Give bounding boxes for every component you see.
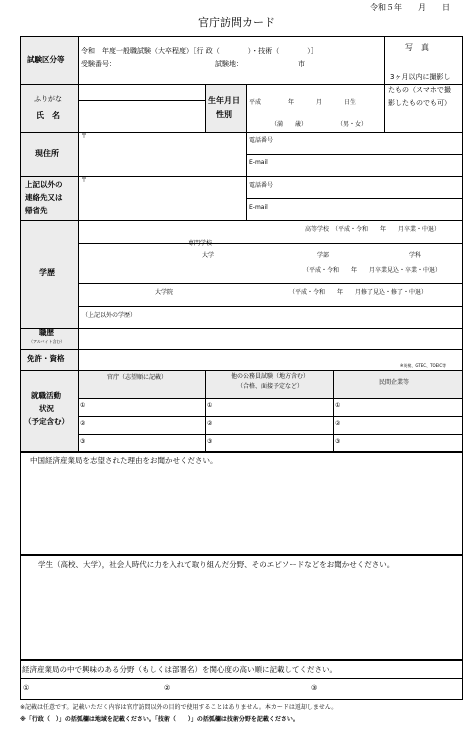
grad-school-label: 大学院 [155, 289, 174, 296]
exam-site-label: 試験地： [215, 60, 243, 68]
jobhunt-row-3-col1: ③ [80, 438, 86, 445]
interest-item-1[interactable]: ① [23, 684, 30, 692]
furigana-label: ふりがな [34, 95, 62, 103]
jobhunt-row-2-col2: ② [207, 420, 213, 427]
jobhunt-row-3-col2: ③ [207, 438, 213, 445]
birth-year-unit: 年 [288, 99, 295, 106]
jobhunt-col-other-exam: 他の公務員試験（地方含む） [231, 373, 310, 380]
university-label: 大学 [202, 252, 215, 259]
gender-label: 性別 [216, 110, 232, 119]
education-label: 学歴 [39, 268, 55, 277]
other-education-label: （上記以外の学歴） [82, 312, 137, 319]
student-box[interactable] [20, 555, 463, 660]
interest-item-2[interactable]: ② [164, 684, 171, 692]
alt-contact-label-1: 上記以外の [25, 180, 63, 189]
birth-day-unit: 日生 [344, 99, 357, 106]
birth-month-unit: 月 [316, 99, 323, 106]
license-label: 免許・資格 [27, 354, 65, 363]
jobhunt-label-3: （予定含む） [24, 417, 69, 426]
gender-options: （男・女） [337, 121, 368, 128]
address-label: 現住所 [35, 149, 59, 158]
postal-mark: 〒 [81, 133, 88, 140]
reason-prompt: 中国経済産業局を志望された理由をお聞かせください。 [30, 456, 218, 465]
interest-prompt: 経済産業局の中で興味のある分野（もしくは部署名）を関心度の高い順に記載してください。 [22, 665, 337, 674]
department-label: 学科 [409, 252, 422, 259]
alt-contact-label-3: 帰省先 [25, 206, 48, 215]
footer-note-2: ※「行政（ ）」の括弧欄は地域を記載ください。「技術（ ）」の括弧欄は技術分野を記載ください。 [20, 716, 299, 723]
work-label: 職歴 [39, 328, 54, 337]
interest-item-3[interactable]: ③ [311, 684, 318, 692]
alt-contact-label-2: 連絡先又は [25, 193, 63, 202]
photo-note-3: 影したものでも可） [388, 99, 451, 107]
exam-city-label: 市 [298, 60, 305, 68]
age-field: （満 歳） [271, 121, 308, 128]
exam-label: 試験区分等 [27, 55, 65, 64]
highschool-line: 高等学校 （平成・令和 年 月卒業・中退） [305, 226, 441, 233]
work-sublabel: （アルバイト含む） [29, 339, 65, 344]
jobhunt-row-1-col1: ① [80, 402, 86, 409]
grad-school-date-line: （平成・令和 年 月修了見込・修了・中退） [289, 289, 428, 296]
birthdate-label: 生年月日 [208, 96, 240, 105]
photo-title: 写 真 [405, 43, 429, 52]
jobhunt-label-1: 就職活動 [31, 391, 61, 400]
jobhunt-row-1-col3: ① [335, 402, 341, 409]
alt-phone-label: 電話番号 [249, 182, 274, 189]
student-prompt: 学生（高校、大学），社会人時代に力を入れて取り組んだ分野、そのエピソードなどをお聞かせください。 [38, 560, 395, 569]
faculty-label: 学部 [317, 252, 330, 259]
jobhunt-col-private: 民間企業等 [379, 379, 410, 386]
alt-email-label: E-mail [249, 204, 268, 211]
jobhunt-row-2-col1: ② [80, 420, 86, 427]
email-label: E-mail [249, 159, 268, 166]
jobhunt-col-other-exam-sub: （合格、面接予定など） [237, 383, 304, 390]
exam-number-label: 受験番号： [81, 60, 116, 68]
photo-note-2: たもの（スマホで撮 [388, 86, 451, 94]
photo-note-1: 3ヶ月以内に撮影し [390, 73, 451, 81]
phone-label: 電話番号 [249, 137, 274, 144]
jobhunt-row-1-col2: ① [207, 402, 213, 409]
reason-box[interactable] [20, 452, 463, 555]
jobhunt-row-3-col3: ③ [335, 438, 341, 445]
alt-postal-mark: 〒 [81, 177, 88, 184]
jobhunt-label-2: 状況 [39, 404, 54, 413]
jobhunt-col-ministry: 官庁（志望順に記載） [107, 374, 168, 381]
senmon-label: 専門学校 [188, 240, 213, 247]
university-date-line: （平成・令和 年 月卒業見込・卒業・中退） [303, 267, 442, 274]
name-label: 氏 名 [36, 111, 60, 120]
page-title: 官庁訪問カード [198, 16, 275, 29]
date-line: 令和５年 月 日 [370, 3, 450, 12]
license-note: ※英検、GTEC、TOEIC等 [400, 363, 447, 368]
exam-type-line: 令和 年度一般職試験（大卒程度）［行 政（ ）・技術（ ）］ [81, 47, 318, 55]
jobhunt-row-2-col3: ② [335, 420, 341, 427]
birth-era: 平成 [249, 99, 262, 106]
footer-note-1: ※記載は任意です。記載いただく内容は官庁訪問以外の目的で使用することはありません。本カードは返却しません。 [20, 704, 338, 711]
